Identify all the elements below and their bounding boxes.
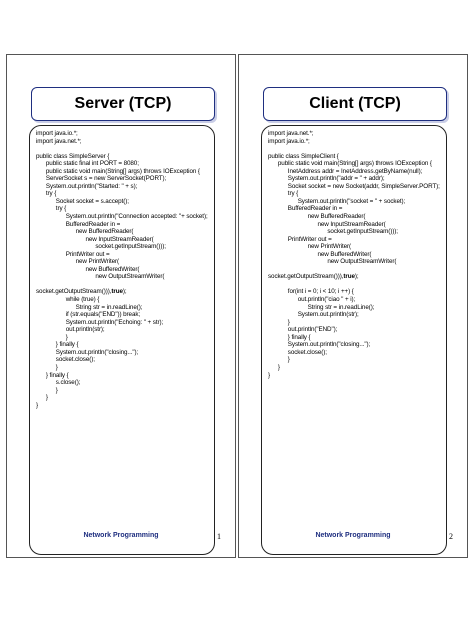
code-line: public static void main(String[] args) throws IOException { [268, 160, 432, 168]
code-line: InetAddress addr = InetAddress.getByName(null); [268, 167, 423, 175]
page-number: 2 [449, 532, 453, 541]
code-line: new BufferedReader( [268, 213, 366, 221]
code-line: } [268, 371, 271, 379]
code-line: ServerSocket s = new ServerSocket(PORT); [36, 175, 167, 183]
code-line: socket.close(); [268, 348, 327, 356]
code-line: out.println("ciao " + i); [268, 296, 356, 304]
code-line: System.out.println("socket = " + socket); [268, 197, 406, 205]
code-line: new BufferedReader( [36, 228, 134, 236]
code-line: import java.io.*; [268, 137, 310, 145]
slide-client [238, 54, 468, 558]
code-line: } finally { [36, 371, 69, 379]
code-line: s.close(); [36, 379, 81, 387]
code-line: public static final int PORT = 8080; [36, 160, 139, 168]
code-line: } [36, 386, 58, 394]
code-line: } [36, 394, 48, 402]
code-panel [29, 125, 215, 555]
code-line: Socket socket = s.accept(); [36, 197, 129, 205]
code-line: } [268, 318, 290, 326]
code-line: public static void main(String[] args) throws IOException { [36, 167, 200, 175]
code-line [268, 145, 442, 153]
code-line: } [36, 401, 39, 409]
code-line: } finally { [36, 341, 79, 349]
code-line: socket.getOutputStream())),true); [268, 273, 359, 281]
code-line: while (true) { [36, 296, 100, 304]
code-line: BufferedReader in = [36, 220, 121, 228]
code-line: import java.net.*; [36, 137, 82, 145]
code-line: new BufferedWriter( [36, 265, 140, 273]
slide-footer: Network Programming [83, 532, 159, 539]
code-line: new PrintWriter( [268, 243, 352, 251]
code-line: } finally { [268, 333, 311, 341]
code-line: public class SimpleServer { [36, 152, 110, 160]
code-line: if (str.equals("END")) break; [36, 311, 141, 319]
code-line: new InputStreamReader( [36, 235, 154, 243]
code-line: Socket socket = new Socket(addr, SimpleServer.PORT); [268, 182, 440, 190]
code-line: new InputStreamReader( [268, 220, 386, 228]
code-line: } [268, 356, 290, 364]
slide-title: Server (TCP) [31, 87, 215, 121]
code-line: socket.getInputStream())); [36, 243, 166, 251]
code-line: new OutputStreamWriter( [268, 258, 397, 266]
code-line: String str = in.readLine(); [268, 303, 375, 311]
code-line: for(int i = 0; i < 10; i ++) { [268, 288, 354, 296]
code-line: socket.close(); [36, 356, 95, 364]
code-line: System.out.println("Connection accepted: "+ socket); [36, 213, 208, 221]
code-listing [262, 126, 446, 379]
code-line: PrintWriter out = [268, 235, 332, 243]
code-line: import java.io.*; [36, 130, 78, 137]
code-line: System.out.println("Started: " + s); [36, 182, 138, 190]
code-panel [261, 125, 447, 555]
code-line: PrintWriter out = [36, 250, 110, 258]
code-line: try { [36, 205, 67, 213]
slide-title: Client (TCP) [263, 87, 447, 121]
code-line: System.out.println("Echoing: " + str); [36, 318, 164, 326]
code-line: new BufferedWriter( [268, 250, 372, 258]
code-line: BufferedReader in = [268, 205, 343, 213]
code-line: out.println(str); [36, 326, 105, 334]
code-line: out.println("END"); [268, 326, 338, 334]
code-line: System.out.println("addr = " + addr); [268, 175, 385, 183]
code-line: } [36, 363, 58, 371]
code-line [36, 145, 210, 153]
code-line: System.out.println("closing..."); [268, 341, 371, 349]
code-line: try { [36, 190, 57, 198]
slide-footer: Network Programming [315, 532, 391, 539]
slide-server [6, 54, 236, 558]
code-line: import java.net.*; [268, 130, 314, 137]
code-line: try { [268, 190, 299, 198]
code-line [36, 281, 210, 289]
code-line: socket.getOutputStream())),true); [36, 288, 127, 296]
code-line: socket.getInputStream())); [268, 228, 398, 236]
code-line: String str = in.readLine(); [36, 303, 143, 311]
code-line [268, 266, 442, 274]
code-listing [30, 126, 214, 409]
code-line: new PrintWriter( [36, 258, 120, 266]
code-line: System.out.println("closing..."); [36, 348, 139, 356]
code-line: } [268, 363, 280, 371]
page-number: 1 [217, 532, 221, 541]
code-line: System.out.println(str); [268, 311, 359, 319]
code-line: public class SimpleClient { [268, 152, 339, 160]
code-line: new OutputStreamWriter( [36, 273, 165, 281]
code-line [268, 281, 442, 289]
code-line: } [36, 333, 68, 341]
